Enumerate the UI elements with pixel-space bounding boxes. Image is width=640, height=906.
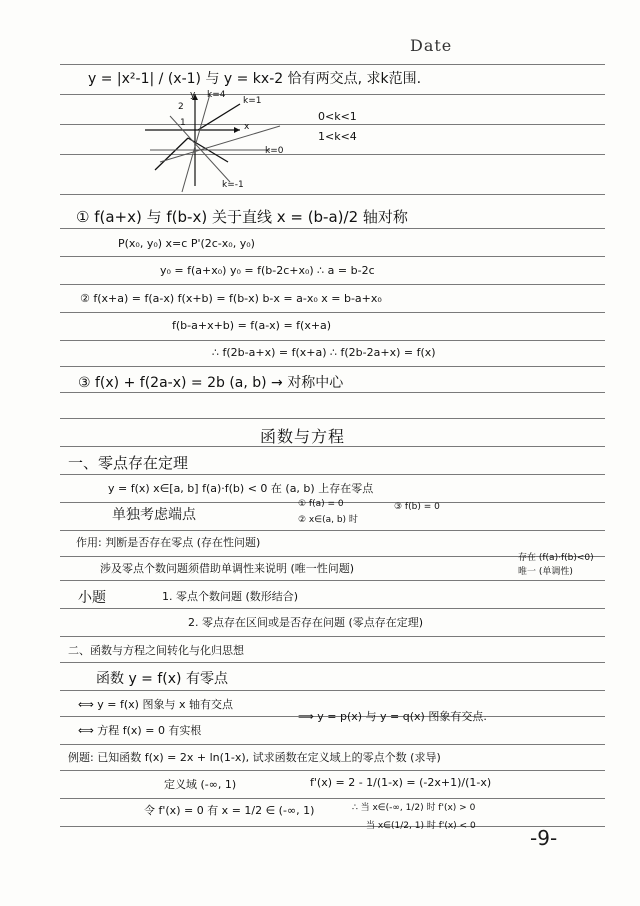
condition-3: ③ f(b) = 0 <box>394 502 440 512</box>
ruled-line <box>60 64 605 65</box>
summary-2: 2. 零点存在区间或是否存在问题 (零点存在定理) <box>188 616 424 629</box>
graph-label-one: 1 <box>180 118 186 128</box>
side-note-1: 存在 (f(a)·f(b)<0) <box>518 553 594 563</box>
endpoint-note: 单独考虑端点 <box>112 507 196 523</box>
ruled-line <box>60 798 605 799</box>
ruled-line <box>60 340 605 341</box>
ruled-line <box>60 690 605 691</box>
page-number: -9- <box>530 826 558 850</box>
ruled-line <box>60 366 605 367</box>
graph-label-x: x <box>244 122 250 132</box>
graph-label-two: 2 <box>178 102 184 112</box>
symmetry-item-2-line3: ∴ f(2b-a+x) = f(x+a) ∴ f(2b-2a+x) = f(x) <box>212 346 436 359</box>
ruled-line <box>60 608 605 609</box>
graph-sketch <box>140 86 300 196</box>
ruled-line <box>60 418 605 419</box>
graph-label-y: y <box>190 90 196 100</box>
ruled-line <box>60 392 605 393</box>
example-problem: 例题: 已知函数 f(x) = 2x + ln(1-x), 试求函数在定义域上的零点个数 (求导) <box>68 751 441 764</box>
problem-statement: y = |x²-1| / (x-1) 与 y = kx-2 恰有两交点, 求k范围. <box>88 71 422 87</box>
condition-2: ② x∈(a, b) 时 <box>298 515 358 525</box>
monotonic-1: ∴ 当 x∈(-∞, 1/2) 时 f'(x) > 0 <box>352 803 476 813</box>
usage-line-2: 涉及零点个数问题须借助单调性来说明 (唯一性问题) <box>100 562 355 575</box>
ruled-line <box>60 636 605 637</box>
graph-label-k4: k=4 <box>207 90 226 100</box>
equivalence-1b: ⟹ y = p(x) 与 y = q(x) 图象有交点. <box>298 710 487 723</box>
symmetry-item-1: ① f(a+x) 与 f(b-x) 关于直线 x = (b-a)/2 轴对称 <box>76 208 408 226</box>
subheading-transformation: 二、函数与方程之间转化与化归思想 <box>68 644 244 657</box>
monotonic-2: 当 x∈(1/2, 1) 时 f'(x) < 0 <box>366 821 476 831</box>
ruled-line <box>60 284 605 285</box>
summary-label: 小题 <box>78 590 106 606</box>
ruled-line <box>60 662 605 663</box>
answer-range-2: 1<k<4 <box>318 130 357 143</box>
symmetry-item-3: ③ f(x) + f(2a-x) = 2b (a, b) → 对称中心 <box>78 375 344 391</box>
equivalence-1: ⟺ y = f(x) 图象与 x 轴有交点 <box>78 698 233 711</box>
symmetry-item-1-line3: y₀ = f(a+x₀) y₀ = f(b-2c+x₀) ∴ a = b-2c <box>160 264 375 277</box>
theorem-line: y = f(x) x∈[a, b] f(a)·f(b) < 0 在 (a, b) 上存在零点 <box>108 482 374 495</box>
summary-1: 1. 零点个数问题 (数形结合) <box>162 590 299 603</box>
graph-label-k0: k=0 <box>265 146 284 156</box>
date-label: Date <box>410 36 453 55</box>
ruled-line <box>60 770 605 771</box>
graph-label-km1: k=-1 <box>222 180 244 190</box>
ruled-line <box>60 228 605 229</box>
zero-statement: 函数 y = f(x) 有零点 <box>96 671 228 687</box>
graph-label-k1: k=1 <box>243 96 262 106</box>
ruled-line <box>60 580 605 581</box>
solve-line: 令 f'(x) = 0 有 x = 1/2 ∈ (-∞, 1) <box>144 804 315 817</box>
ruled-line <box>60 530 605 531</box>
symmetry-item-2: ② f(x+a) = f(a-x) f(x+b) = f(b-x) b-x = a-x₀ x = b-a+x₀ <box>80 292 382 305</box>
usage-line: 作用: 判断是否存在零点 (存在性问题) <box>76 536 261 549</box>
ruled-line <box>60 826 605 827</box>
domain-line: 定义域 (-∞, 1) <box>164 778 237 791</box>
derivative-line: f'(x) = 2 - 1/(1-x) = (-2x+1)/(1-x) <box>310 776 492 789</box>
ruled-line <box>60 256 605 257</box>
equivalence-2: ⟺ 方程 f(x) = 0 有实根 <box>78 724 202 737</box>
section-heading: 函数与方程 <box>260 427 346 446</box>
side-note-2: 唯一 (单调性) <box>518 567 573 577</box>
symmetry-item-1-line2: P(x₀, y₀) x=c P'(2c-x₀, y₀) <box>118 237 255 250</box>
subheading-zero-theorem: 一、零点存在定理 <box>68 454 189 472</box>
ruled-line <box>60 474 605 475</box>
answer-range-1: 0<k<1 <box>318 110 357 123</box>
symmetry-item-2-line2: f(b-a+x+b) = f(a-x) = f(x+a) <box>172 319 332 332</box>
condition-1: ① f(a) = 0 <box>298 499 344 509</box>
ruled-line <box>60 744 605 745</box>
ruled-line <box>60 312 605 313</box>
